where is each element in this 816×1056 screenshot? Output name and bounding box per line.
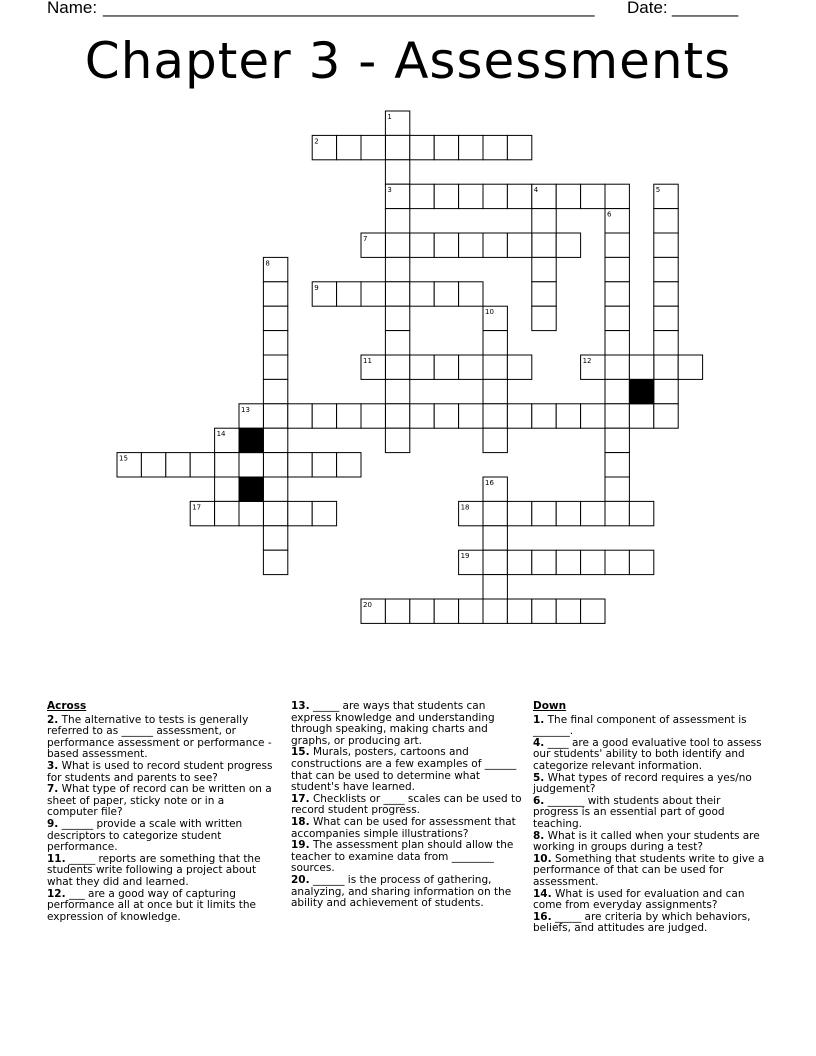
grid-cell[interactable] (434, 282, 458, 306)
clue-text: ______ is the process of gathering, analyzing, and sharing information on the ability and achievement of students. (291, 873, 512, 910)
grid-cell[interactable] (483, 379, 507, 403)
grid-cell[interactable] (507, 404, 531, 428)
clue-item (533, 889, 765, 912)
clue-text: The assessment plan should allow the teacher to examine data from ________ sources. (291, 839, 514, 875)
clue-number: 11 (363, 357, 372, 365)
grid-cell[interactable] (385, 404, 409, 428)
clue-text: What type of record can be written on a sheet of paper, sticky note or in a computer file? (47, 783, 272, 819)
clue-text: What is it called when your students are working in groups during a test? (533, 829, 760, 854)
blocked-cell (629, 379, 653, 403)
grid-cell[interactable] (678, 355, 702, 379)
grid-cell[interactable] (385, 599, 409, 623)
grid-cell[interactable] (263, 282, 287, 306)
grid-cell[interactable] (507, 599, 531, 623)
clue-number: 4 (533, 186, 539, 195)
grid-cell[interactable] (581, 599, 605, 623)
name-field[interactable]: ____________________________________________________ (103, 0, 595, 17)
grid-cell[interactable] (605, 501, 629, 525)
grid-cell[interactable] (605, 355, 629, 379)
clue-number: 15 (119, 454, 128, 463)
grid-cell[interactable] (190, 453, 214, 477)
clue-text: ____ are a good evaluative tool to assess our students' ability to both identify and categorize relevant information. (533, 736, 762, 772)
clue-item (533, 831, 765, 854)
grid-cell[interactable] (385, 355, 409, 379)
grid-cell[interactable] (263, 306, 287, 330)
clue-num: 17. (291, 792, 310, 805)
grid-cell[interactable] (385, 428, 409, 452)
clue-item (47, 784, 275, 819)
clue-item (47, 854, 275, 889)
grid-cell[interactable] (483, 184, 507, 208)
clue-num: 8. (533, 829, 545, 842)
clue-num: 18. (291, 815, 310, 828)
grid-cell[interactable] (459, 233, 483, 257)
grid-cell[interactable] (434, 355, 458, 379)
grid-cell[interactable] (483, 501, 507, 525)
grid-cell[interactable] (483, 599, 507, 623)
clue-text: Checklists or ____ scales can be used to record student progress. (291, 792, 522, 817)
grid-cell[interactable] (532, 404, 556, 428)
grid-cell[interactable] (483, 550, 507, 574)
clue-number: 6 (607, 210, 612, 219)
grid-cell[interactable] (337, 135, 361, 159)
grid-cell[interactable] (532, 306, 556, 330)
grid-cell[interactable] (556, 550, 580, 574)
clue-num: 10. (533, 852, 552, 865)
grid-cell[interactable] (459, 404, 483, 428)
clue-number: 13 (241, 405, 250, 414)
grid-cell[interactable] (410, 282, 434, 306)
clue-item (533, 738, 765, 773)
grid-cell[interactable] (483, 331, 507, 355)
grid-cell[interactable] (166, 453, 190, 477)
clue-num: 7. (47, 783, 59, 796)
clue-number: 2 (314, 137, 319, 146)
grid-cell[interactable] (483, 526, 507, 550)
date-field[interactable]: _______ (672, 0, 739, 17)
grid-cell[interactable] (459, 355, 483, 379)
grid-cell[interactable] (483, 233, 507, 257)
clue-item (291, 840, 523, 875)
grid-cell[interactable] (337, 404, 361, 428)
clue-text: Something that students write to give a performance of that can be used for assessment. (533, 852, 765, 888)
clue-num: 9. (47, 817, 59, 830)
grid-cell[interactable] (532, 550, 556, 574)
grid-cell[interactable] (605, 331, 629, 355)
grid-cell[interactable] (410, 404, 434, 428)
clue-item (533, 912, 765, 935)
grid-cell[interactable] (263, 526, 287, 550)
grid-cell[interactable] (654, 233, 678, 257)
grid-cell[interactable] (385, 209, 409, 233)
clue-text: Murals, posters, cartoons and constructions are a few examples of ______ that can be used to determine what student's have learned. (291, 746, 517, 794)
clue-text: _____ are criteria by which behaviors, beliefs, and attitudes are judged. (533, 910, 751, 935)
clue-text: _____ are ways that students can express knowledge and understanding through speaking, making charts and graphs, or producing art. (291, 700, 495, 747)
grid-cell[interactable] (605, 282, 629, 306)
grid-cell[interactable] (483, 404, 507, 428)
clue-item (291, 875, 523, 910)
clue-text: _____ reports are something that the students write following a project about what they did and learned. (47, 852, 261, 888)
grid-cell[interactable] (337, 282, 361, 306)
grid-cell[interactable] (532, 282, 556, 306)
across-clues-column-2 (291, 701, 523, 910)
grid-cell[interactable] (385, 135, 409, 159)
grid-cell[interactable] (629, 550, 653, 574)
grid-cell[interactable] (581, 184, 605, 208)
grid-cell[interactable] (410, 599, 434, 623)
grid-cell[interactable] (312, 404, 336, 428)
grid-cell[interactable] (263, 379, 287, 403)
grid-cell[interactable] (215, 477, 239, 501)
clue-num: 16. (533, 910, 552, 923)
clue-number: 7 (363, 235, 368, 243)
grid-cell[interactable] (556, 501, 580, 525)
clue-number: 12 (582, 357, 592, 365)
clue-num: 19. (291, 839, 310, 852)
clue-text: What can be used for assessment that accompanies simple illustrations? (291, 815, 516, 840)
grid-cell[interactable] (654, 331, 678, 355)
grid-cell[interactable] (263, 404, 287, 428)
page-title: Chapter 3 - Assessments (84, 32, 732, 90)
clue-item (291, 817, 523, 840)
date-label: Date: (627, 0, 668, 17)
blocked-cell (239, 477, 263, 501)
grid-cell[interactable] (605, 233, 629, 257)
grid-cell[interactable] (654, 306, 678, 330)
blocked-cell (239, 428, 263, 452)
clue-number: 10 (485, 308, 494, 317)
clue-num: 5. (533, 771, 545, 784)
grid-cell[interactable] (581, 550, 605, 574)
grid-cell[interactable] (605, 257, 629, 281)
grid-cell[interactable] (629, 355, 653, 379)
grid-cell[interactable] (385, 331, 409, 355)
clue-number: 9 (314, 283, 319, 292)
grid-cell[interactable] (629, 404, 653, 428)
grid-cell[interactable] (385, 257, 409, 281)
grid-cell[interactable] (361, 282, 385, 306)
clue-text: The alternative to tests is generally referred to as ______ assessment, or performance assessment or performance - based assessment. (47, 713, 272, 761)
grid-cell[interactable] (263, 477, 287, 501)
grid-cell[interactable] (288, 404, 312, 428)
grid-cell[interactable] (605, 379, 629, 403)
clue-number: 19 (460, 552, 470, 561)
grid-cell[interactable] (556, 599, 580, 623)
grid-cell[interactable] (263, 428, 287, 452)
clue-number: 1 (387, 113, 392, 121)
grid-cell[interactable] (605, 428, 629, 452)
grid-cell[interactable] (263, 331, 287, 355)
grid-cell[interactable] (629, 501, 653, 525)
clue-number: 14 (216, 430, 226, 439)
clue-number: 20 (363, 601, 372, 609)
grid-cell[interactable] (459, 135, 483, 159)
grid-cell[interactable] (434, 599, 458, 623)
clue-text: ___ are a good way of capturing performance all at once but it limits the expression of knowledge. (47, 887, 257, 923)
clue-item (291, 747, 523, 793)
clue-number: 17 (192, 503, 202, 512)
grid-cell[interactable] (605, 306, 629, 330)
clue-number: 16 (485, 479, 494, 487)
grid-cell[interactable] (459, 599, 483, 623)
grid-cell[interactable] (483, 428, 507, 452)
grid-cell[interactable] (263, 355, 287, 379)
grid-cell[interactable] (459, 184, 483, 208)
clue-num: 3. (47, 759, 59, 772)
grid-cell[interactable] (288, 501, 312, 525)
grid-cell[interactable] (263, 501, 287, 525)
grid-cell[interactable] (556, 233, 580, 257)
clue-num: 20. (291, 873, 310, 886)
clue-item (47, 715, 275, 761)
grid-cell[interactable] (532, 501, 556, 525)
grid-cell[interactable] (263, 453, 287, 477)
across-heading: Across (47, 700, 87, 712)
clue-number: 8 (265, 259, 270, 268)
grid-cell[interactable] (605, 550, 629, 574)
grid-cell[interactable] (507, 184, 531, 208)
clue-item (533, 773, 765, 796)
clue-num: 15. (291, 746, 310, 759)
grid-cell[interactable] (532, 257, 556, 281)
grid-cell[interactable] (605, 453, 629, 477)
clue-item (533, 796, 765, 831)
clue-text: What types of record requires a yes/no judgement? (533, 771, 752, 796)
clue-num: 12. (47, 887, 66, 900)
clue-item (533, 854, 765, 889)
clue-num: 2. (47, 713, 59, 726)
grid-cell[interactable] (141, 453, 165, 477)
grid-cell[interactable] (483, 575, 507, 599)
grid-cell[interactable] (337, 453, 361, 477)
grid-cell[interactable] (288, 453, 312, 477)
grid-cell[interactable] (605, 477, 629, 501)
clue-text: What is used for evaluation and can come from everyday assignments? (533, 887, 745, 912)
grid-cell[interactable] (507, 135, 531, 159)
clue-item (533, 715, 765, 738)
grid-cell[interactable] (215, 501, 239, 525)
grid-cell[interactable] (385, 282, 409, 306)
clue-text: The final component of assessment is _______. (533, 713, 747, 738)
grid-cell[interactable] (215, 453, 239, 477)
grid-cell[interactable] (361, 135, 385, 159)
grid-cell[interactable] (532, 209, 556, 233)
grid-cell[interactable] (654, 379, 678, 403)
grid-cell[interactable] (483, 355, 507, 379)
grid-cell[interactable] (410, 135, 434, 159)
grid-cell[interactable] (556, 184, 580, 208)
grid-cell[interactable] (507, 501, 531, 525)
grid-cell[interactable] (361, 404, 385, 428)
clue-num: 6. (533, 794, 545, 807)
clue-num: 13. (291, 700, 310, 712)
grid-cell[interactable] (312, 453, 336, 477)
grid-cell[interactable] (654, 355, 678, 379)
clue-num: 1. (533, 713, 545, 726)
clue-item (47, 761, 275, 784)
clue-num: 14. (533, 887, 552, 900)
grid-cell[interactable] (654, 257, 678, 281)
grid-cell[interactable] (239, 501, 263, 525)
grid-cell[interactable] (581, 404, 605, 428)
across-clues-column-1 (47, 701, 275, 923)
grid-cell[interactable] (410, 355, 434, 379)
grid-cell[interactable] (459, 282, 483, 306)
clue-item (47, 889, 275, 924)
grid-cell[interactable] (532, 599, 556, 623)
grid-cell[interactable] (434, 184, 458, 208)
clue-text: _______ with students about their progress is an essential part of good teaching. (533, 794, 725, 830)
clue-text: ______ provide a scale with written descriptors to categorize student performance. (47, 817, 243, 854)
grid-cell[interactable] (385, 306, 409, 330)
grid-cell[interactable] (410, 233, 434, 257)
grid-cell[interactable] (239, 453, 263, 477)
grid-cell[interactable] (654, 404, 678, 428)
grid-cell[interactable] (507, 233, 531, 257)
down-heading: Down (533, 700, 567, 712)
down-clues-column (533, 701, 765, 935)
grid-cell[interactable] (605, 184, 629, 208)
grid-cell[interactable] (605, 404, 629, 428)
grid-cell[interactable] (410, 184, 434, 208)
grid-cell[interactable] (385, 160, 409, 184)
clue-number: 3 (387, 186, 392, 195)
grid-cell[interactable] (434, 404, 458, 428)
clue-text: What is used to record student progress for students and parents to see? (47, 759, 273, 784)
grid-cell[interactable] (312, 501, 336, 525)
clue-item (47, 819, 275, 854)
clue-number: 5 (655, 186, 661, 195)
grid-cell[interactable] (483, 135, 507, 159)
clue-num: 11. (47, 852, 66, 865)
grid-cell[interactable] (556, 404, 580, 428)
name-label: Name: (47, 0, 98, 17)
grid-cell[interactable] (385, 233, 409, 257)
clue-item (291, 701, 523, 747)
grid-cell[interactable] (507, 355, 531, 379)
grid-cell[interactable] (507, 550, 531, 574)
clue-number: 18 (460, 503, 470, 512)
grid-cell[interactable] (263, 550, 287, 574)
grid-cell[interactable] (654, 209, 678, 233)
grid-cell[interactable] (581, 501, 605, 525)
clue-num: 4. (533, 736, 545, 749)
grid-cell[interactable] (434, 135, 458, 159)
grid-cell[interactable] (654, 282, 678, 306)
grid-cell[interactable] (532, 233, 556, 257)
grid-cell[interactable] (385, 379, 409, 403)
clue-item (291, 794, 523, 817)
grid-cell[interactable] (434, 233, 458, 257)
